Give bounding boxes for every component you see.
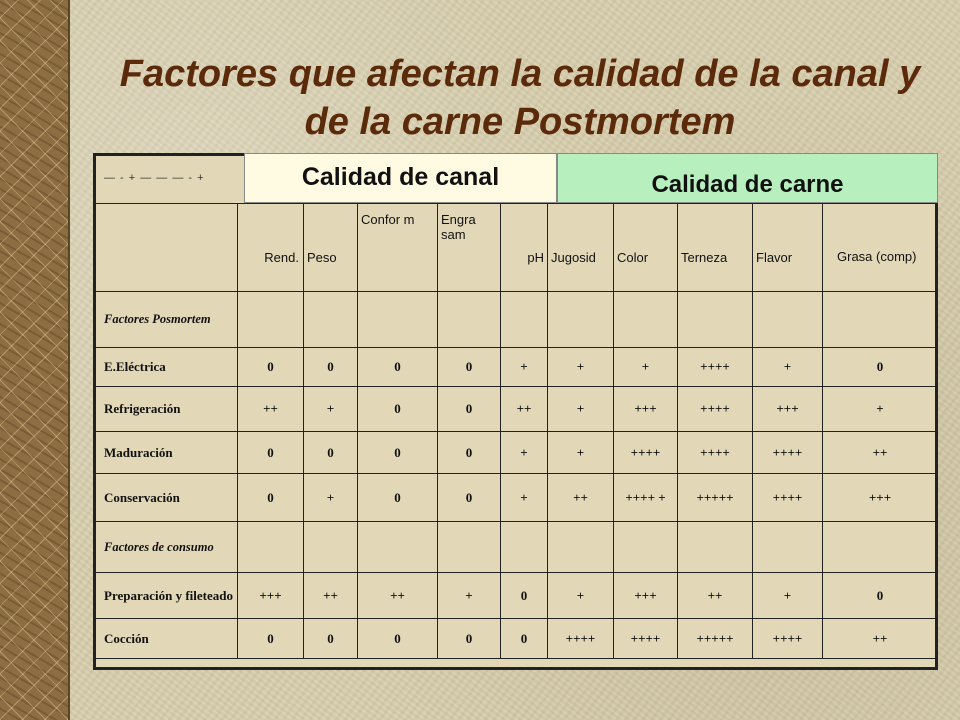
table-cell: + [548,432,614,474]
table-cell: + [501,348,548,387]
table-cell [304,522,358,573]
table-cell: ++ [238,387,304,432]
table-cell: 0 [238,619,304,659]
table-cell: 0 [238,432,304,474]
table-cell [501,522,548,573]
table-cell: 0 [823,573,938,619]
table-cell: 0 [358,474,438,522]
table-cell: ++ [304,573,358,619]
col-header: Rend. [238,204,304,292]
title-line-2: de la carne Postmortem [304,101,736,143]
table-cell: + [548,348,614,387]
table-cell: + [501,432,548,474]
col-header: Peso [304,204,358,292]
table-cell: 0 [501,573,548,619]
table-cell [823,522,938,573]
table-cell: 0 [438,348,501,387]
table-cell: 0 [304,348,358,387]
section-row [96,292,938,348]
table-cell: 0 [238,474,304,522]
col-header: Engra sam [438,204,501,292]
table-cell: +++ [614,573,678,619]
table-row [96,573,938,619]
col-header: Flavor [753,204,823,292]
table-cell: ++ [678,573,753,619]
table-cell: ++++ [753,432,823,474]
row-label: Maduración [96,432,238,474]
header-calidad-de-carne: Calidad de carne [557,153,938,203]
table-cell: 0 [438,474,501,522]
decorative-side-bar [0,0,70,720]
col-header: Terneza [678,204,753,292]
col-header: Grasa (comp) [823,204,938,292]
col-header: Confor m [358,204,438,292]
slide-title [90,50,950,146]
col-header: pH [501,204,548,292]
table-cell: ++++ [614,432,678,474]
row-label: Conservación [96,474,238,522]
factors-table-container [93,153,938,670]
table-cell [358,522,438,573]
table-cell: 0 [438,619,501,659]
table-cell: 0 [358,387,438,432]
table-row [96,619,938,659]
table-cell: + [823,387,938,432]
table-cell [548,292,614,348]
table-cell: ++ [358,573,438,619]
corner-dash-marks: — - + — — — - + [104,172,205,184]
table-cell: ++++ [753,619,823,659]
table-cell: + [304,474,358,522]
table-cell [753,292,823,348]
table-cell: + [753,573,823,619]
table-cell: ++++ + [614,474,678,522]
row-label: Preparación y fileteado [96,573,238,619]
table-cell: +++ [823,474,938,522]
table-cell: +++ [238,573,304,619]
table-cell [678,292,753,348]
table-cell: ++++ [548,619,614,659]
table-row [96,474,938,522]
table-row [96,432,938,474]
table-cell [614,292,678,348]
table-cell [548,522,614,573]
row-label: Factores de consumo [96,522,238,573]
table-cell: + [548,387,614,432]
table-cell: +++ [753,387,823,432]
header-calidad-de-canal: Calidad de canal [244,153,557,203]
table-cell: ++++ [678,432,753,474]
table-row [96,387,938,432]
row-label: E.Eléctrica [96,348,238,387]
table-cell: +++++ [678,619,753,659]
factors-table [95,203,938,659]
row-label: Refrigeración [96,387,238,432]
table-cell: 0 [438,387,501,432]
table-cell [753,522,823,573]
table-cell [238,522,304,573]
table-cell [304,292,358,348]
table-cell [614,522,678,573]
table-cell: ++ [823,619,938,659]
table-cell: ++ [823,432,938,474]
table-cell: ++ [501,387,548,432]
title-line-1: Factores que afectan la calidad de la canal y [119,53,921,95]
table-cell: ++++ [753,474,823,522]
table-cell: 0 [823,348,938,387]
table-cell: + [548,573,614,619]
table-cell: + [501,474,548,522]
table-cell: 0 [358,619,438,659]
table-cell [238,292,304,348]
table-cell: ++++ [678,348,753,387]
table-cell: ++++ [614,619,678,659]
table-cell [823,292,938,348]
table-cell: ++ [548,474,614,522]
table-cell: + [304,387,358,432]
section-row [96,522,938,573]
row-label: Factores Posmortem [96,292,238,348]
table-cell: + [753,348,823,387]
empty-header-cell [96,204,238,292]
table-cell: 0 [238,348,304,387]
row-label: Cocción [96,619,238,659]
table-cell [438,522,501,573]
table-cell: ++++ [678,387,753,432]
table-cell: 0 [501,619,548,659]
table-cell: +++++ [678,474,753,522]
table-cell: +++ [614,387,678,432]
table-row [96,348,938,387]
table-cell: + [438,573,501,619]
table-cell: 0 [438,432,501,474]
col-header: Color [614,204,678,292]
table-cell [438,292,501,348]
table-cell [501,292,548,348]
table-cell [678,522,753,573]
table-cell: 0 [304,619,358,659]
table-cell [358,292,438,348]
table-cell: 0 [358,348,438,387]
table-cell: + [614,348,678,387]
col-header: Jugosid [548,204,614,292]
table-cell: 0 [304,432,358,474]
table-cell: 0 [358,432,438,474]
column-header-row [96,204,938,292]
